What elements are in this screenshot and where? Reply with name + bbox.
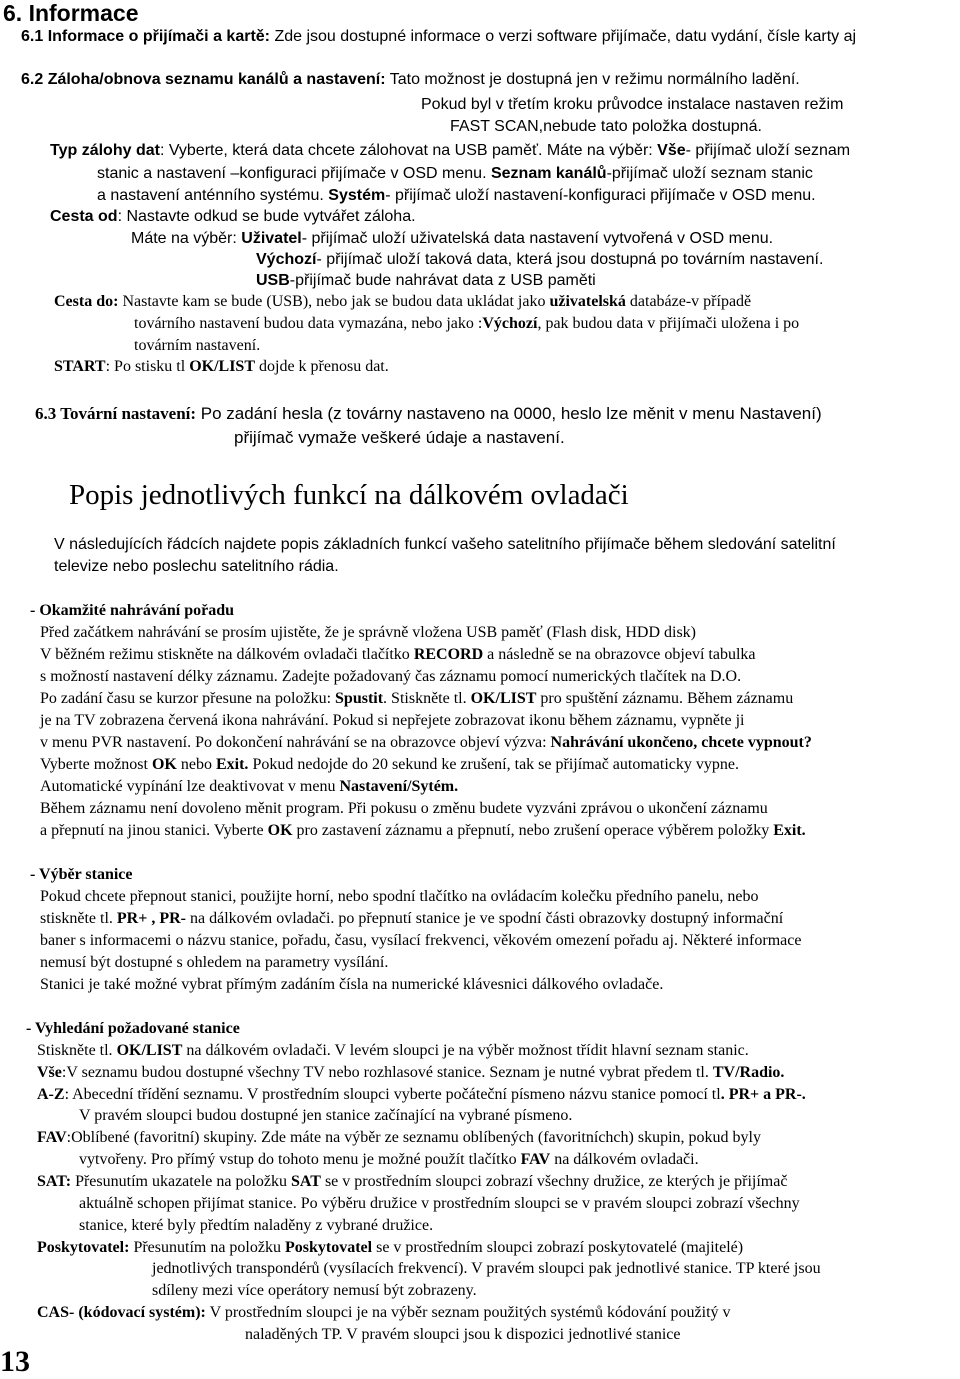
text: SAT: bbox=[37, 1173, 72, 1190]
text: RECORD bbox=[413, 646, 484, 663]
path-from-choice bbox=[131, 229, 773, 249]
text: Cesta od bbox=[50, 208, 118, 225]
text: - přijímač uloží seznam bbox=[685, 142, 851, 159]
text: . Stiskněte tl. bbox=[383, 690, 471, 707]
channel-select-line: Pokud chcete přepnout stanici, použijte horní, nebo spodní tlačítko na ovládacím kolečku předního panelu, nebo bbox=[40, 888, 759, 905]
text: a následně se na obrazovce objeví tabulka bbox=[483, 646, 756, 663]
text: Vše bbox=[37, 1064, 62, 1081]
text: Seznam kanálů bbox=[490, 165, 607, 182]
path-to-line: továrním nastavení. bbox=[134, 337, 261, 354]
text: Vyberte možnost bbox=[40, 756, 152, 773]
path-from-choice bbox=[256, 250, 823, 270]
section-6-1 bbox=[21, 27, 856, 47]
text: : Po stisku tl bbox=[105, 358, 190, 375]
text: TV/Radio. bbox=[712, 1064, 785, 1081]
text: Uživatel bbox=[241, 230, 302, 247]
text: USB bbox=[256, 272, 290, 289]
channel-search-line bbox=[37, 1085, 806, 1105]
section-6-1-text: Zde jsou dostupné informace o verzi software přijímače, datu vydání, čísle karty aj bbox=[270, 28, 857, 45]
text: -přijímač bude nahrávat data z USB paměti bbox=[289, 272, 596, 289]
text: a přepnutí na jinou stanici. Vyberte bbox=[40, 822, 268, 839]
text: OK bbox=[267, 822, 293, 839]
channel-select-line: nemusí být dostupné s ohledem na parametry vysílání. bbox=[40, 954, 389, 971]
text: :Oblíbené (favoritní) skupiny. Zde máte na výběr ze seznamu oblíbených (favoritníchch) skupin, pokud byly bbox=[66, 1129, 761, 1146]
recording-line bbox=[40, 777, 458, 797]
path-from-choice bbox=[256, 271, 596, 291]
text: na dálkovém ovladači. bbox=[550, 1151, 699, 1168]
text: Poskytovatel bbox=[284, 1239, 373, 1256]
text: pro zastavení záznamu a přepnutí, nebo zrušení operace výběrem položky bbox=[292, 822, 774, 839]
text: Po zadání času se kurzor přesune na položku: bbox=[40, 690, 336, 707]
section-6-1-label: 6.1 Informace o přijímači a kartě: bbox=[21, 28, 270, 45]
text: Poskytovatel: bbox=[37, 1239, 130, 1256]
channel-search-line bbox=[37, 1063, 784, 1083]
channel-select-line: Stanici je také možné vybrat přímým zadáním čísla na numerické klávesnici dálkového ovladače. bbox=[40, 976, 664, 993]
backup-type-label: Typ zálohy dat bbox=[50, 142, 160, 159]
text: V běžném režimu stiskněte na dálkovém ovladači tlačítko bbox=[40, 646, 414, 663]
text: Systém bbox=[328, 187, 386, 204]
text: Nahrávání ukončeno, chcete vypnout? bbox=[550, 734, 812, 751]
text: se v prostředním sloupci zobrazí všechny družice, ze kterých je přijímač bbox=[320, 1173, 788, 1190]
backup-type-line bbox=[97, 164, 813, 184]
page-number: 13 bbox=[0, 1345, 30, 1378]
text: : Nastavte odkud se bude vytvářet záloha. bbox=[117, 208, 416, 225]
text: FAV bbox=[37, 1129, 67, 1146]
text: v menu PVR nastavení. Po dokončení nahrávání se na obrazovce objeví výzva: bbox=[40, 734, 551, 751]
channel-search-line: jednotlivých transpondérů (vysílacích frekvencí). V pravém sloupci pak jednotlivé stanice. TP které jsou bbox=[152, 1260, 821, 1277]
text: V prostředním sloupci je na výběr seznam použitých systémů kódování použitý v bbox=[205, 1304, 731, 1321]
text: START bbox=[54, 358, 106, 375]
heading-recording: - Okamžité nahrávání pořadu bbox=[30, 602, 235, 619]
recording-line: Před začátkem nahrávání se prosím ujistěte, že je správně vložena USB paměť (Flash disk, HDD disk) bbox=[40, 624, 696, 641]
text: Přesunutím ukazatele na položku bbox=[71, 1173, 292, 1190]
text: dojde k přenosu dat. bbox=[255, 358, 389, 375]
text: Automatické vypínání lze deaktivovat v menu bbox=[40, 778, 340, 795]
text: Máte na výběr: bbox=[131, 230, 242, 247]
text: 6.3 Tovární nastavení: bbox=[35, 404, 197, 423]
text: a nastavení anténního systému. bbox=[97, 187, 329, 204]
channel-search-line: V pravém sloupci budou dostupné jen stanice začínající na vybrané písmeno. bbox=[79, 1107, 573, 1124]
text: továrního nastavení budou data vymazána, nebo jako : bbox=[134, 315, 483, 332]
text: Nastavte kam se bude (USB), nebo jak se budou data ukládat jako bbox=[118, 293, 550, 310]
text: stiskněte tl. bbox=[40, 910, 117, 927]
heading-channel-select: - Výběr stanice bbox=[30, 866, 133, 883]
text: OK bbox=[151, 756, 177, 773]
channel-select-line: baner s informacemi o názvu stanice, pořadu, času, vysílací frekvenci, věkovém omezení pořadu aj. Některé informace bbox=[40, 932, 802, 949]
channel-search-line bbox=[37, 1238, 743, 1258]
text: Exit. bbox=[773, 822, 806, 839]
text: stanic a nastavení –konfiguraci přijímače v OSD menu. bbox=[97, 165, 491, 182]
channel-search-line bbox=[37, 1303, 731, 1323]
channel-search-line bbox=[37, 1172, 787, 1192]
section-6-2-line: FAST SCAN,nebude tato položka dostupná. bbox=[450, 118, 762, 135]
text: - přijímač uloží nastavení-konfiguraci přijímače v OSD menu. bbox=[385, 187, 816, 204]
channel-search-line bbox=[37, 1128, 761, 1148]
text: FAV bbox=[520, 1151, 551, 1168]
recording-line bbox=[40, 645, 755, 665]
recording-line: s možností nastavení délky záznamu. Zadejte požadovaný čas záznamu pomocí numerických tlačítek na D.O. bbox=[40, 668, 742, 685]
section-6-2 bbox=[21, 70, 800, 90]
text: - přijímač uloží uživatelská data nastavení vytvořená v OSD menu. bbox=[301, 230, 774, 247]
text: Exit. bbox=[215, 756, 249, 773]
text: SAT bbox=[291, 1173, 321, 1190]
page-title: Popis jednotlivých funkcí na dálkovém ovladači bbox=[69, 479, 629, 511]
text: Po zadání hesla (z továrny nastaveno na 0000, heslo lze měnit v menu Nastavení) bbox=[196, 404, 822, 423]
text: Výchozí bbox=[482, 315, 538, 332]
section-6-3 bbox=[35, 403, 822, 425]
text: : Abecední třídění seznamu. V prostředním sloupci vyberte počáteční písmeno názvu stanice pomocí tl bbox=[64, 1086, 721, 1103]
text: -přijímač uloží seznam stanic bbox=[606, 165, 813, 182]
section-6-3-line: přijímač vymaže veškeré údaje a nastavení. bbox=[234, 428, 565, 447]
text: Spustit bbox=[335, 690, 384, 707]
text: A-Z bbox=[37, 1086, 65, 1103]
text: nebo bbox=[176, 756, 216, 773]
start-line bbox=[54, 357, 389, 377]
path-to-line bbox=[134, 314, 799, 334]
recording-line bbox=[40, 689, 793, 709]
section-6-2-text: Tato možnost je dostupná jen v režimu normálního ladění. bbox=[385, 71, 800, 88]
text: Výchozí bbox=[256, 251, 317, 268]
text: OK/LIST bbox=[470, 690, 537, 707]
text: databáze-v případě bbox=[625, 293, 752, 310]
text: Cesta do: bbox=[54, 293, 119, 310]
channel-search-line: aktuálně schopen přijímat stanice. Po výběru družice v prostředním sloupci se v pravém sloupci zobrazí všechny bbox=[79, 1195, 800, 1212]
backup-type bbox=[50, 141, 850, 161]
text: pro spuštění záznamu. Během záznamu bbox=[536, 690, 794, 707]
text: na dálkovém ovladači. po přepnutí stanice je ve spodní části obrazovky dostupný informační bbox=[186, 910, 784, 927]
recording-line bbox=[40, 755, 739, 775]
recording-line: je na TV zobrazena červená ikona nahrávání. Pokud si nepřejete zobrazovat ikonu během záznamu, vypněte ji bbox=[40, 712, 745, 729]
text: OK/LIST bbox=[116, 1042, 183, 1059]
text: :V seznamu budou dostupné všechny TV nebo rozhlasové stanice. Seznam je nutné vybrat předem tl. bbox=[61, 1064, 713, 1081]
recording-line bbox=[40, 733, 812, 753]
text: , pak budou data v přijímači uložena i po bbox=[537, 315, 800, 332]
channel-search-line bbox=[79, 1150, 699, 1170]
recording-line: Během záznamu není dovoleno měnit program. Při pokusu o změnu budete vyzváni zprávou o ukončení záznamu bbox=[40, 800, 768, 817]
text: PR+ , PR- bbox=[116, 910, 186, 927]
text: Vše bbox=[657, 142, 686, 159]
text: OK/LIST bbox=[189, 358, 255, 375]
text: na dálkovém ovladači. V levém sloupci je na výběr možnost třídit hlavní seznam stanic. bbox=[182, 1042, 749, 1059]
channel-search-line: stanice, které byly předtím naladěny z vybrané družice. bbox=[79, 1217, 434, 1234]
text: Nastavení/Sytém. bbox=[339, 778, 459, 795]
section-6-2-line: Pokud byl v třetím kroku průvodce instalace nastaven režim bbox=[421, 96, 844, 113]
text: Stiskněte tl. bbox=[37, 1042, 117, 1059]
intro-line: televize nebo poslechu satelitního rádia. bbox=[54, 558, 339, 575]
backup-type-line bbox=[97, 186, 816, 206]
text: : Vyberte, která data chcete zálohovat na USB paměť. Máte na výběr: bbox=[159, 142, 658, 159]
recording-line bbox=[40, 821, 806, 841]
channel-search-line: sdíleny mezi více operátory nemusí být zobrazeny. bbox=[152, 1282, 477, 1299]
heading-channel-search: - Vyhledání požadované stanice bbox=[26, 1020, 240, 1037]
text: se v prostředním sloupci zobrazí poskytovatelé (majitelé) bbox=[372, 1239, 744, 1256]
text: uživatelská bbox=[549, 293, 626, 310]
text: Pokud nedojde do 20 sekund ke zrušení, tak se přijímač automaticky vypne. bbox=[248, 756, 739, 773]
text: vytvořeny. Pro přímý vstup do tohoto menu je možné použít tlačítko bbox=[79, 1151, 521, 1168]
text: . PR+ a PR-. bbox=[720, 1086, 806, 1103]
text: - přijímač uloží taková data, která jsou dostupná po továrním nastavení. bbox=[316, 251, 824, 268]
intro-line: V následujících řádcích najdete popis základních funkcí vašeho satelitního přijímače během sledování satelitní bbox=[54, 536, 836, 553]
path-from bbox=[50, 207, 416, 227]
text: CAS- (kódovací systém): bbox=[37, 1304, 206, 1321]
path-to bbox=[54, 292, 751, 312]
section-title: 6. Informace bbox=[3, 0, 139, 26]
channel-search-line: naladěných TP. V pravém sloupci jsou k dispozici jednotlivé stanice bbox=[245, 1326, 681, 1343]
channel-select-line bbox=[40, 909, 783, 929]
channel-search-line bbox=[37, 1041, 749, 1061]
text: Přesunutím na položku bbox=[129, 1239, 285, 1256]
section-6-2-label: 6.2 Záloha/obnova seznamu kanálů a nastavení: bbox=[21, 71, 386, 88]
